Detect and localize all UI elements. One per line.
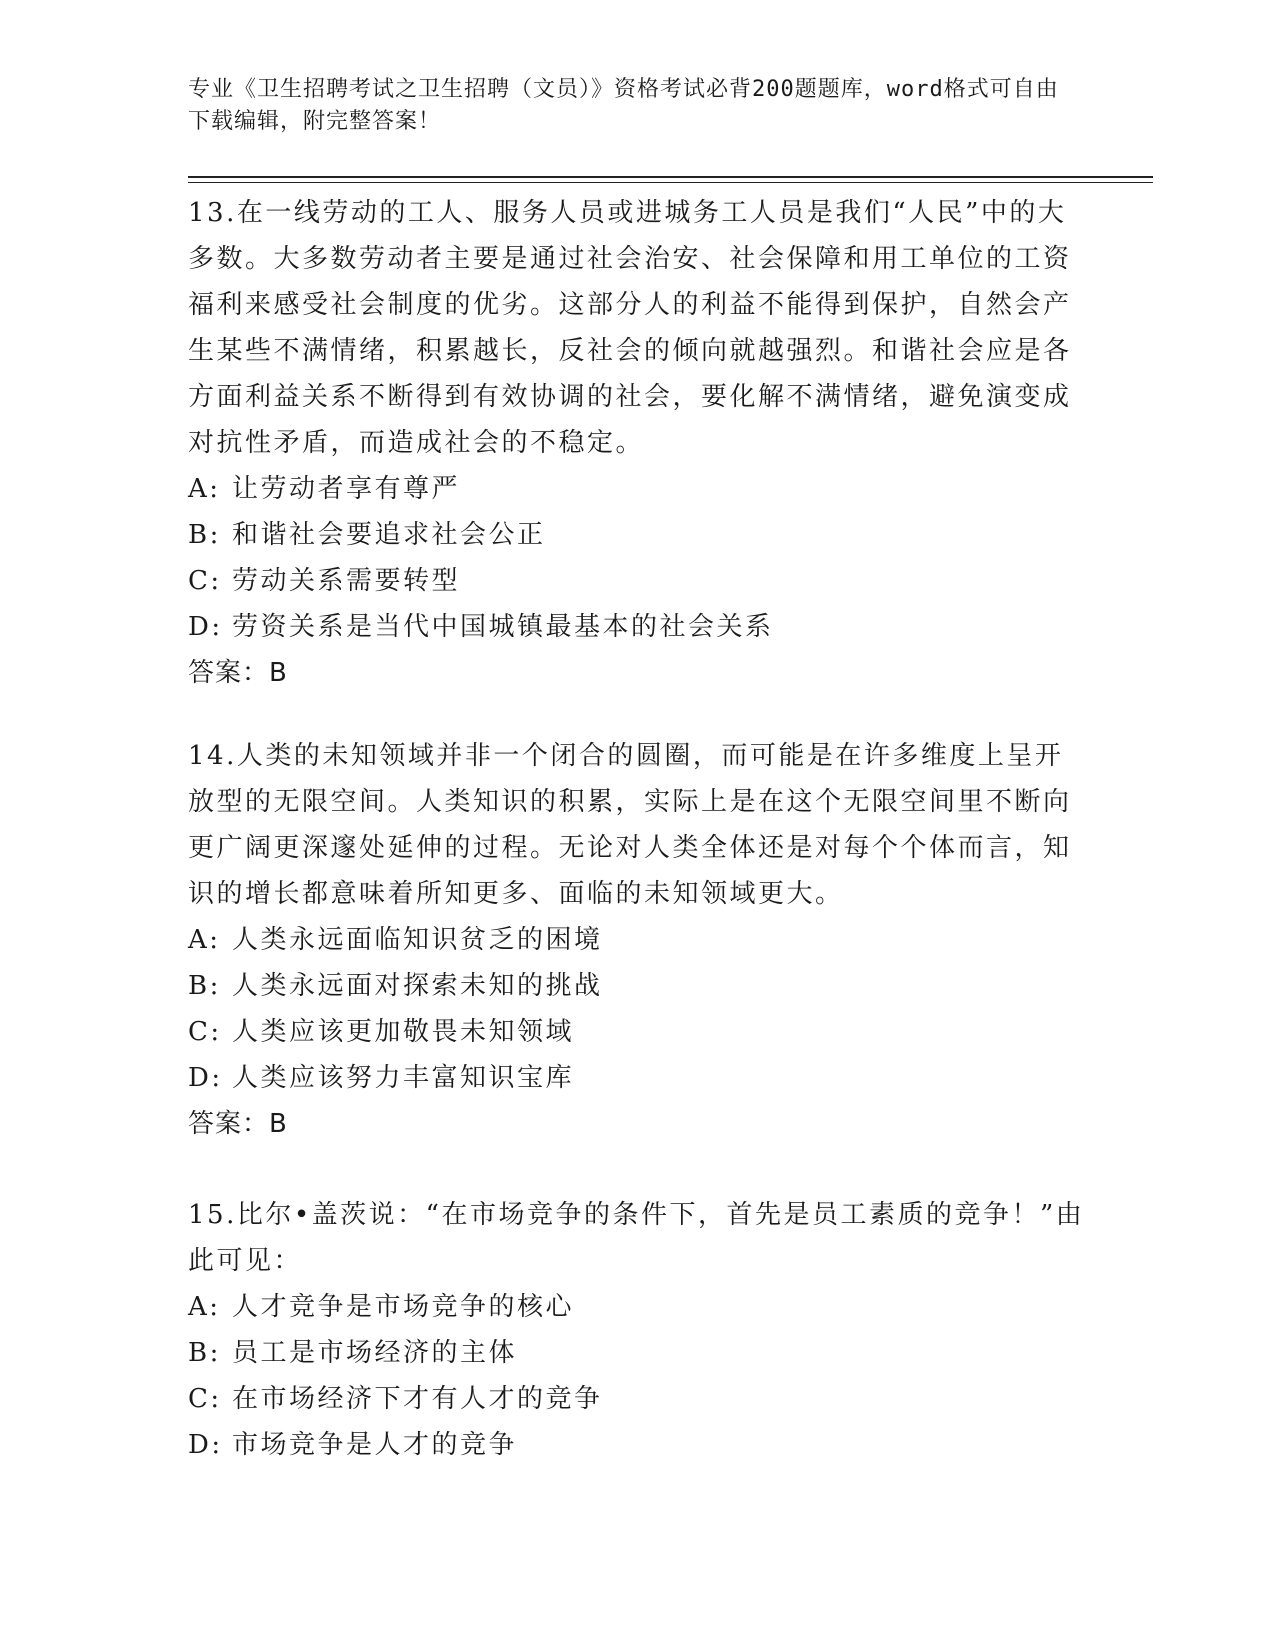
option-b	[188, 512, 1088, 558]
option-text: 人才竞争是市场竞争的核心	[232, 1292, 575, 1322]
option-text: 劳资关系是当代中国城镇最基本的社会关系	[232, 612, 774, 642]
option-b	[188, 1330, 1088, 1376]
question-stem: 14.人类的未知领域并非一个闭合的圆圈，而可能是在许多维度上呈开放型的无限空间。人类知识的积累，实际上是在这个无限空间里不断向更广阔更深邃处延伸的过程。无论对人类全体还是对每个个体而言，知识的增长都意味着所知更多、面临的未知领域更大。	[188, 741, 1072, 909]
option-text: 在市场经济下才有人才的竞争	[232, 1384, 603, 1414]
option-text: 员工是市场经济的主体	[232, 1338, 518, 1368]
option-text: 人类应该努力丰富知识宝库	[232, 1063, 575, 1093]
option-letter: A:	[188, 1292, 221, 1322]
option-letter: A:	[188, 925, 221, 955]
option-letter: B:	[188, 1338, 221, 1368]
option-letter: A:	[188, 474, 221, 504]
option-letter: B:	[188, 971, 221, 1001]
option-letter: D:	[188, 1430, 223, 1460]
option-text: 让劳动者享有尊严	[232, 474, 461, 504]
answer-line: 答案：B	[188, 658, 288, 688]
option-d	[188, 1055, 1088, 1101]
option-text: 劳动关系需要转型	[232, 566, 461, 596]
question-stem: 13.在一线劳动的工人、服务人员或进城务工人员是我们“人民”中的大多数。大多数劳动者主要是通过社会治安、社会保障和用工单位的工资福利来感受社会制度的优劣。这部分人的利益不能得到保护，自然会产生某些不满情绪，积累越长，反社会的倾向就越强烈。和谐社会应是各方面利益关系不断得到有效协调的社会，要化解不满情绪，避免演变成对抗性矛盾，而造成社会的不稳定。	[188, 198, 1072, 458]
option-d	[188, 1422, 1088, 1468]
option-text: 人类永远面对探索未知的挑战	[232, 971, 603, 1001]
header-divider-thin	[188, 182, 1153, 183]
option-b	[188, 963, 1088, 1009]
option-letter: C:	[188, 1017, 222, 1047]
option-text: 市场竞争是人才的竞争	[232, 1430, 518, 1460]
option-letter: D:	[188, 612, 223, 642]
option-a	[188, 917, 1088, 963]
option-letter: C:	[188, 566, 222, 596]
option-text: 人类应该更加敬畏未知领域	[232, 1017, 575, 1047]
option-a	[188, 1284, 1088, 1330]
option-text: 和谐社会要追求社会公正	[232, 520, 546, 550]
header-divider-thick	[188, 176, 1153, 178]
answer-line: 答案：B	[188, 1109, 288, 1139]
document-header: 专业《卫生招聘考试之卫生招聘（文员）》资格考试必背200题题库，word格式可自由下载编辑，附完整答案！	[188, 77, 1059, 134]
option-c	[188, 1009, 1088, 1055]
question-stem: 15.比尔•盖茨说：“在市场竞争的条件下，首先是员工素质的竞争！”由此可见：	[188, 1200, 1085, 1276]
option-a	[188, 466, 1088, 512]
option-letter: B:	[188, 520, 221, 550]
question-15	[188, 1192, 1088, 1468]
question-13	[188, 190, 1088, 696]
option-d	[188, 604, 1088, 650]
option-c	[188, 558, 1088, 604]
option-letter: C:	[188, 1384, 222, 1414]
option-c	[188, 1376, 1088, 1422]
option-text: 人类永远面临知识贫乏的困境	[232, 925, 603, 955]
question-14	[188, 733, 1088, 1147]
option-letter: D:	[188, 1063, 223, 1093]
